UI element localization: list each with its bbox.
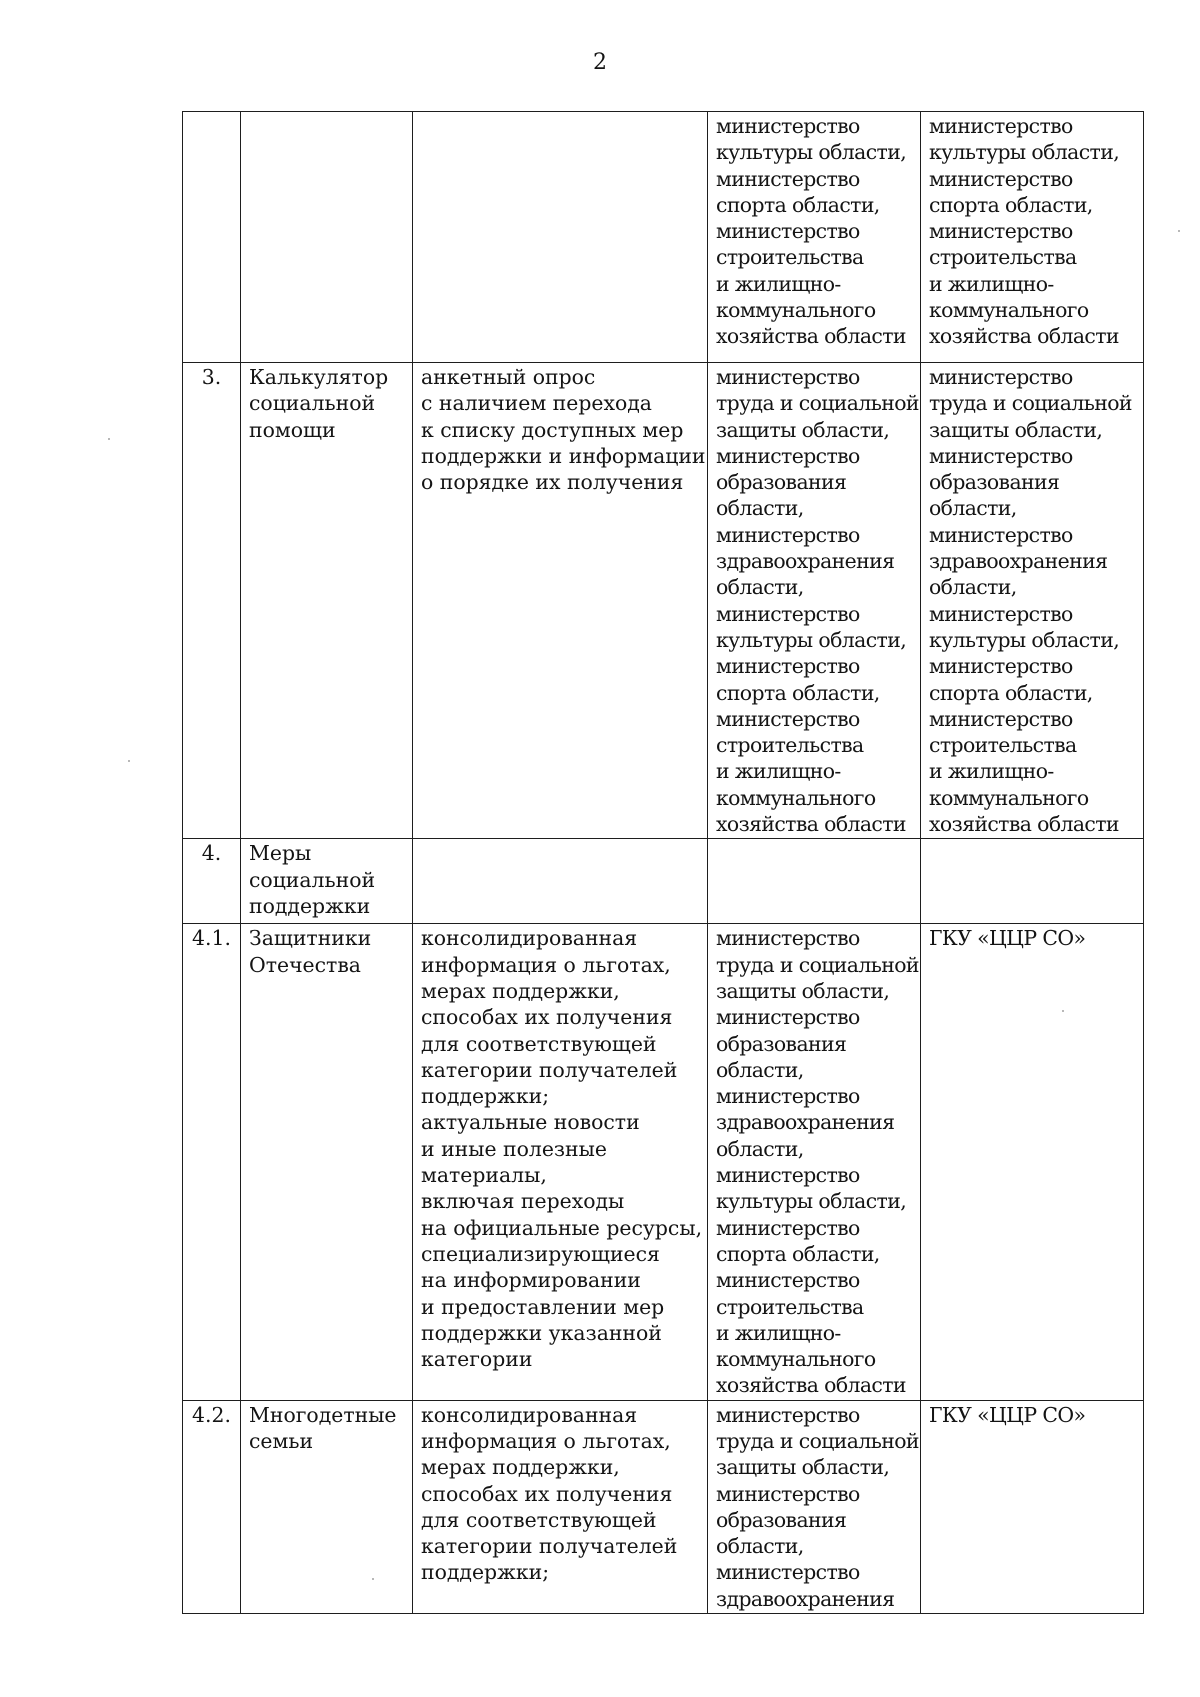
row-number-cell bbox=[183, 112, 241, 363]
item-name-cell bbox=[241, 112, 413, 363]
responsible-cell bbox=[708, 839, 921, 924]
provider-cell: министерство культуры области, министерство спорта области, министерство строительства и жилищно- коммунального хозяйства области bbox=[921, 112, 1144, 363]
scan-speck bbox=[108, 438, 110, 440]
scan-speck bbox=[128, 760, 130, 762]
row-number-cell: 4.2. bbox=[183, 1400, 241, 1613]
provider-cell: ГКУ «ЦЦР СО» bbox=[921, 1400, 1144, 1613]
page-number: 2 bbox=[593, 50, 607, 75]
row-number-cell: 4. bbox=[183, 839, 241, 924]
provider-cell: ГКУ «ЦЦР СО» bbox=[921, 924, 1144, 1400]
scan-speck bbox=[372, 1578, 374, 1580]
content-cell: консолидированная информация о льготах, мерах поддержки, способах их получения для соответствующей категории получателей поддержки; актуальные новости и иные полезные материалы, включая переходы на официальные ресурсы, специализирующиеся на информировании и предоставлении мер поддержки указанной категории bbox=[413, 924, 708, 1400]
provider-cell bbox=[921, 839, 1144, 924]
scan-speck bbox=[1062, 1010, 1064, 1012]
row-number-cell: 4.1. bbox=[183, 924, 241, 1400]
provider-cell: министерство труда и социальной защиты области, министерство образования области, министерство здравоохранения области, министерство культуры области, министерство спорта области, министерство строительства и жилищно- коммунального хозяйства области bbox=[921, 363, 1144, 839]
item-name-cell: Многодетные семьи bbox=[241, 1400, 413, 1613]
table-row bbox=[183, 924, 1144, 1400]
document-table bbox=[182, 111, 1144, 1614]
item-name-cell: Калькулятор социальной помощи bbox=[241, 363, 413, 839]
item-name-cell: Защитники Отечества bbox=[241, 924, 413, 1400]
responsible-cell: министерство культуры области, министерство спорта области, министерство строительства и жилищно- коммунального хозяйства области bbox=[708, 112, 921, 363]
responsible-cell: министерство труда и социальной защиты области, министерство образования области, министерство здравоохранения области, министерство культуры области, министерство спорта области, министерство строительства и жилищно- коммунального хозяйства области bbox=[708, 363, 921, 839]
content-cell: анкетный опрос с наличием перехода к списку доступных мер поддержки и информации о порядке их получения bbox=[413, 363, 708, 839]
table-row bbox=[183, 1400, 1144, 1613]
responsible-cell: министерство труда и социальной защиты области, министерство образования области, министерство здравоохранения bbox=[708, 1400, 921, 1613]
content-cell bbox=[413, 839, 708, 924]
row-number-cell: 3. bbox=[183, 363, 241, 839]
table-row bbox=[183, 839, 1144, 924]
table-row bbox=[183, 363, 1144, 839]
table-row bbox=[183, 112, 1144, 363]
content-cell bbox=[413, 112, 708, 363]
content-cell: консолидированная информация о льготах, мерах поддержки, способах их получения для соответствующей категории получателей поддержки; bbox=[413, 1400, 708, 1613]
responsible-cell: министерство труда и социальной защиты области, министерство образования области, министерство здравоохранения области, министерство культуры области, министерство спорта области, министерство строительства и жилищно- коммунального хозяйства области bbox=[708, 924, 921, 1400]
item-name-cell: Меры социальной поддержки bbox=[241, 839, 413, 924]
scan-speck bbox=[1178, 230, 1180, 232]
